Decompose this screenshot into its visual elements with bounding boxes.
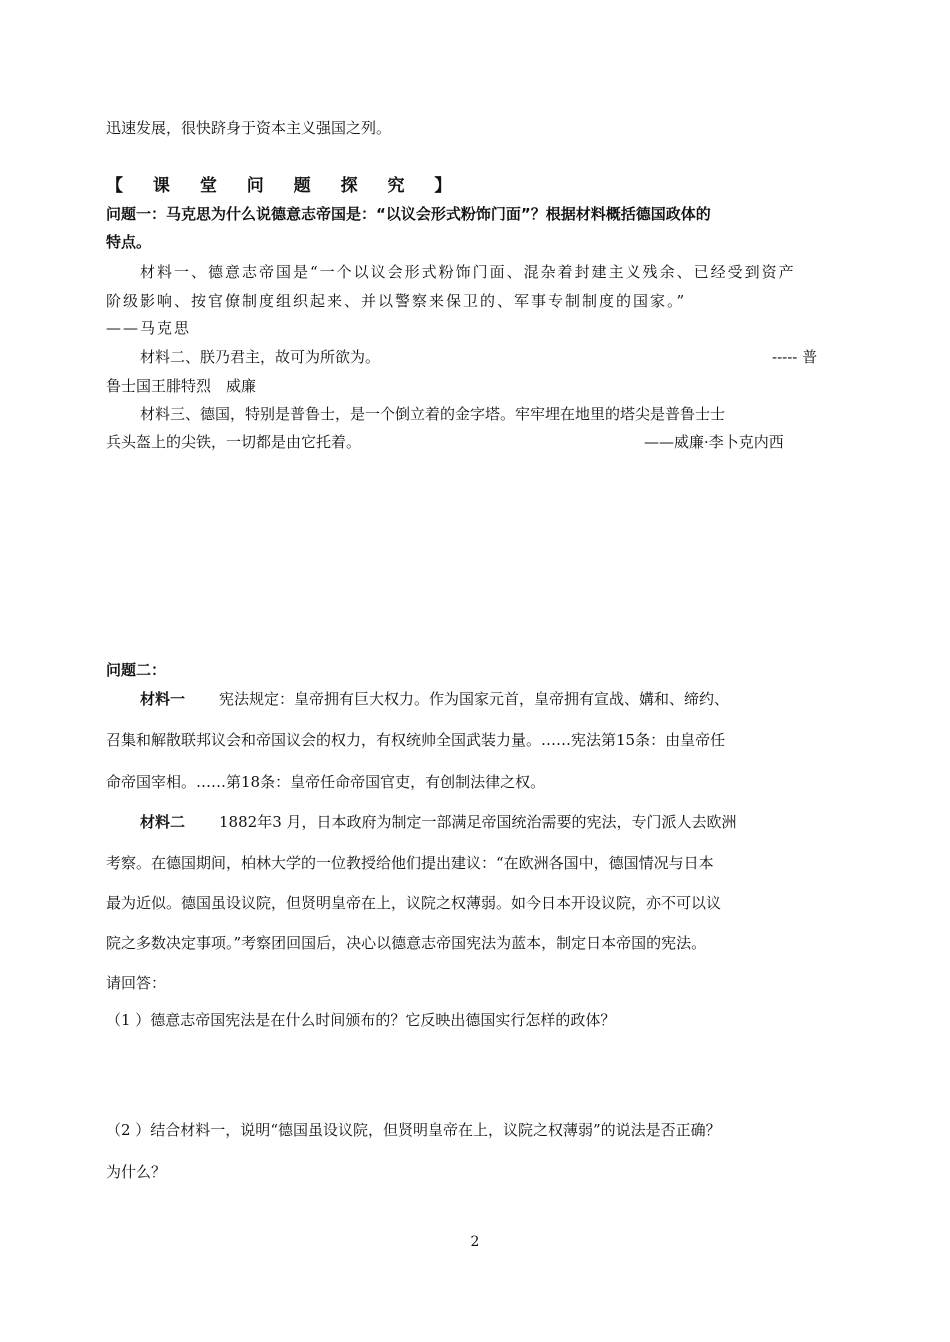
- q2-material-one-line1: [140, 689, 729, 709]
- q1-material-one-source: ——马克思: [106, 319, 192, 337]
- q2-material-one-line2: 召集和解散联邦议会和帝国议会的权力，有权统帅全国武装力量。……宪法第15条：由皇帝任: [106, 731, 726, 749]
- q2-material-two-line4: 院之多数决定事项。”考察团回国后，决心以德意志帝国宪法为蓝本，制定日本帝国的宪法。: [106, 934, 707, 952]
- sub-question-two-line1: （2 ）结合材料一，说明“德国虽设议院，但贤明皇帝在上，议院之权薄弱”的说法是否正确？: [106, 1121, 721, 1139]
- q2-material-two-line1: [140, 812, 737, 832]
- question-one-title: 问题一：马克思为什么说德意志帝国是：“以议会形式粉饰门面”？根据材料概括德国政体的: [106, 205, 711, 223]
- q1-material-one-line2: 阶级影响、按官僚制度组织起来、并以警察来保卫的、军事专制制度的国家。”: [106, 292, 687, 310]
- q1-material-three-source: ——威廉·李卜克内西: [644, 433, 784, 451]
- q2-material-one-line3: 命帝国宰相。……第18条：皇帝任命帝国官吏，有创制法律之权。: [106, 773, 546, 791]
- q1-material-three-line1: 材料三、德国，特别是普鲁士，是一个倒立着的金字塔。牢牢埋在地里的塔尖是普鲁士士: [140, 405, 726, 423]
- q1-material-two-source-b: 鲁士国王腓特烈 威廉: [106, 377, 257, 395]
- q2-material-two-line3: 最为近似。德国虽设议院，但贤明皇帝在上，议院之权薄弱。如今日本开设议院，亦不可以议: [106, 894, 722, 912]
- q2-material-two-line2: 考察。在德国期间，柏林大学的一位教授给他们提出建议：“在欧洲各国中，德国情况与日本: [106, 854, 714, 872]
- q1-material-three-line2: 兵头盔上的尖铁，一切都是由它托着。: [106, 433, 362, 451]
- question-one-title-cont: 特点。: [106, 233, 152, 251]
- question-two-title: 问题二：: [106, 661, 167, 679]
- sub-question-one: （1 ）德意志帝国宪法是在什么时间颁布的？它反映出德国实行怎样的政体？: [106, 1011, 616, 1029]
- q1-material-two-source-a: ----- 普: [772, 348, 818, 366]
- q1-material-one-line1: 材料一、德意志帝国是“一个以议会形式粉饰门面、混杂着封建主义残余、已经受到资产: [140, 263, 796, 281]
- q2-material-two-label: 材料二: [140, 813, 186, 831]
- answer-prompt: 请回答：: [106, 974, 167, 992]
- q2-material-two-text: 1882年3 月，日本政府为制定一部满足帝国统治需要的宪法，专门派人去欧洲: [219, 813, 737, 831]
- intro-line: 迅速发展，很快跻身于资本主义强国之列。: [106, 119, 392, 137]
- q1-material-two: 材料二、朕乃君主，故可为所欲为。: [140, 348, 381, 366]
- section-heading: 【 课 堂 问 题 探 究 】: [106, 176, 464, 196]
- q2-material-one-label: 材料一: [140, 690, 186, 708]
- sub-question-two-line2: 为什么？: [106, 1163, 167, 1181]
- page-number: 2: [470, 1234, 480, 1250]
- q2-material-one-text: 宪法规定：皇帝拥有巨大权力。作为国家元首，皇帝拥有宣战、媾和、缔约、: [219, 690, 730, 708]
